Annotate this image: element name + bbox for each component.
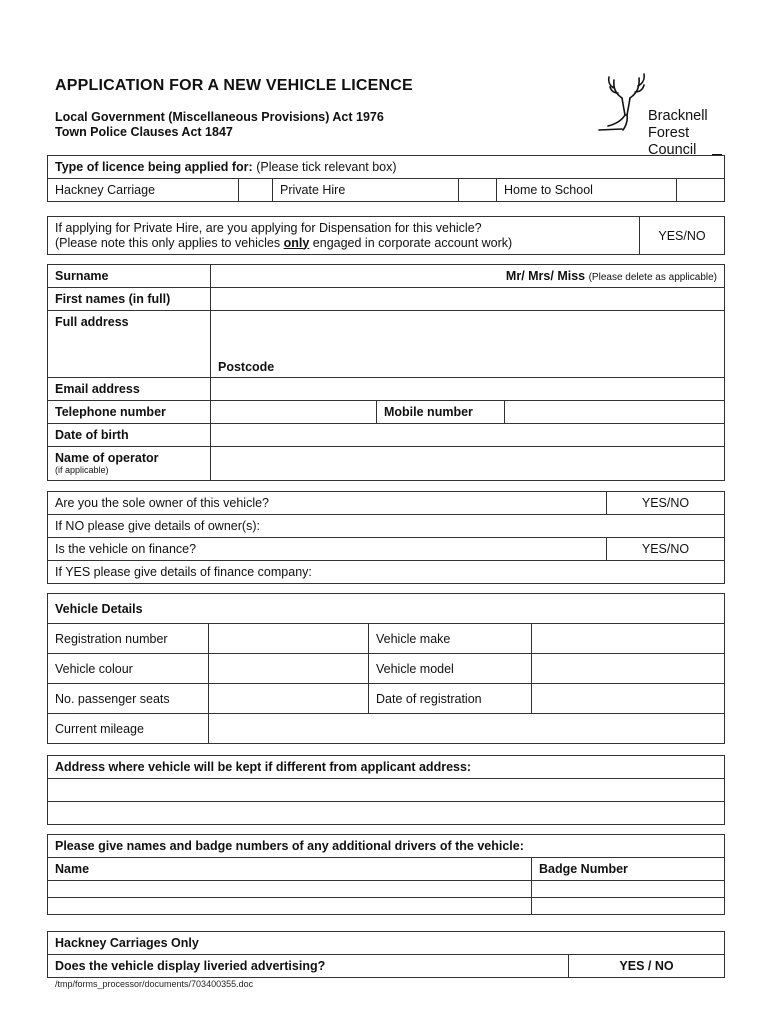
email-field[interactable] (211, 378, 725, 401)
mileage-field[interactable] (209, 714, 725, 744)
option-home-to-school: Home to School (497, 179, 677, 202)
model-field[interactable] (532, 654, 725, 684)
kept-address-heading: Address where vehicle will be kept if different from applicant address: (48, 756, 725, 779)
private-hire-checkbox[interactable] (459, 179, 497, 202)
sole-owner-question: Are you the sole owner of this vehicle? (48, 492, 607, 515)
council-logo (596, 68, 724, 160)
home-to-school-checkbox[interactable] (677, 179, 725, 202)
mobile-label: Mobile number (377, 401, 505, 424)
footer-path: /tmp/forms_processor/documents/703400355.doc (55, 979, 254, 989)
act-line-2: Town Police Clauses Act 1847 (55, 125, 233, 139)
driver-name-header: Name (48, 858, 532, 881)
livery-yes-no[interactable]: YES / NO (569, 955, 725, 978)
make-label: Vehicle make (369, 624, 532, 654)
badge-number-field[interactable] (532, 881, 725, 898)
operator-field[interactable] (211, 447, 725, 481)
full-address-field[interactable] (211, 311, 725, 378)
reg-date-label: Date of registration (369, 684, 532, 714)
full-address-label: Full address (48, 311, 211, 378)
dob-field[interactable] (211, 424, 725, 447)
kept-address-table (47, 755, 725, 825)
sole-owner-yes-no[interactable]: YES/NO (607, 492, 725, 515)
page-title: APPLICATION FOR A NEW VEHICLE LICENCE (55, 77, 413, 94)
badge-number-field[interactable] (532, 898, 725, 915)
driver-name-field[interactable] (48, 881, 532, 898)
hackney-heading: Hackney Carriages Only (48, 932, 725, 955)
mobile-field[interactable] (505, 401, 725, 424)
kept-address-line-2[interactable] (48, 802, 725, 825)
colour-label: Vehicle colour (48, 654, 209, 684)
vehicle-details-table (47, 593, 725, 744)
telephone-field[interactable] (211, 401, 377, 424)
finance-yes-no[interactable]: YES/NO (607, 538, 725, 561)
logo-line-2: Forest (648, 125, 690, 141)
kept-address-line-1[interactable] (48, 779, 725, 802)
finance-details-field[interactable]: If YES please give details of finance company: (48, 561, 725, 584)
drivers-table (47, 834, 725, 915)
dispensation-question: If applying for Private Hire, are you applying for Dispensation for this vehicle? (Please note this only applies to vehicles only engaged in corporate account work) (48, 217, 640, 255)
licence-type-heading: Type of licence being applied for: (Please tick relevant box) (48, 156, 725, 179)
drivers-heading: Please give names and badge numbers of any additional drivers of the vehicle: (48, 835, 725, 858)
dispensation-yes-no[interactable]: YES/NO (640, 217, 725, 255)
postcode-label: Postcode (218, 360, 275, 374)
registration-field[interactable] (209, 624, 369, 654)
licence-type-table (47, 155, 725, 202)
vehicle-details-heading: Vehicle Details (48, 594, 725, 624)
colour-field[interactable] (209, 654, 369, 684)
option-hackney-carriage: Hackney Carriage (48, 179, 239, 202)
surname-field[interactable]: Mr/ Mrs/ Miss (Please delete as applicable) (211, 265, 725, 288)
owner-details-field[interactable]: If NO please give details of owner(s): (48, 515, 725, 538)
seats-label: No. passenger seats (48, 684, 209, 714)
dob-label: Date of birth (48, 424, 211, 447)
logo-line-1: Bracknell (648, 108, 708, 124)
finance-question: Is the vehicle on finance? (48, 538, 607, 561)
seats-field[interactable] (209, 684, 369, 714)
registration-label: Registration number (48, 624, 209, 654)
operator-label: Name of operator (if applicable) (48, 447, 211, 481)
make-field[interactable] (532, 624, 725, 654)
surname-label: Surname (48, 265, 211, 288)
email-label: Email address (48, 378, 211, 401)
dispensation-table (47, 216, 725, 255)
option-private-hire: Private Hire (273, 179, 459, 202)
hackney-table (47, 931, 725, 978)
first-names-label: First names (in full) (48, 288, 211, 311)
logo-line-3: Council (648, 142, 697, 158)
driver-name-field[interactable] (48, 898, 532, 915)
telephone-label: Telephone number (48, 401, 211, 424)
mileage-label: Current mileage (48, 714, 209, 744)
model-label: Vehicle model (369, 654, 532, 684)
badge-number-header: Badge Number (532, 858, 725, 881)
livery-question: Does the vehicle display liveried advertising? (48, 955, 569, 978)
act-line-1: Local Government (Miscellaneous Provisions) Act 1976 (55, 110, 384, 124)
ownership-table (47, 491, 725, 584)
stag-icon (596, 68, 656, 138)
applicant-table (47, 264, 725, 481)
hackney-carriage-checkbox[interactable] (239, 179, 273, 202)
first-names-field[interactable] (211, 288, 725, 311)
reg-date-field[interactable] (532, 684, 725, 714)
